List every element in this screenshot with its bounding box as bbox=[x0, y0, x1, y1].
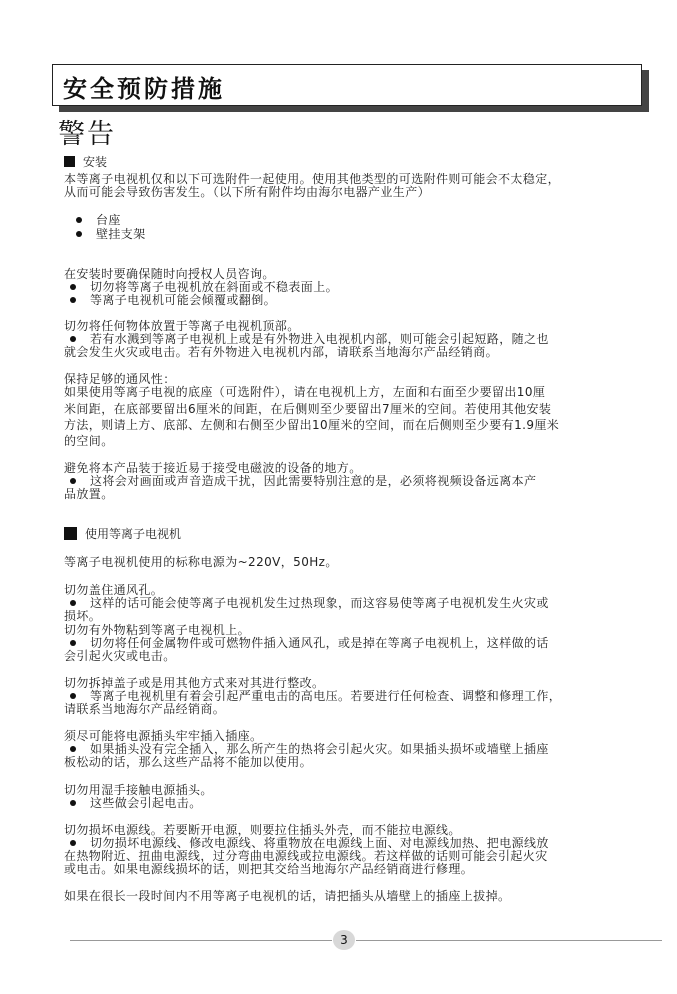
section-install-label: 安装 bbox=[83, 155, 108, 169]
install-paragraph-line: 的空间。 bbox=[64, 434, 114, 448]
install-paragraph-line: 从而可能会导致伤害发生。（以下所有附件均由海尔电器产业生产） bbox=[64, 185, 431, 199]
bullet-icon bbox=[70, 284, 76, 290]
section-use-label: 使用等离子电视机 bbox=[85, 527, 182, 541]
install-paragraph-line: 切勿将任何物体放置于等离子电视机顶部。 bbox=[64, 319, 300, 333]
install-paragraph-line: 如果使用等离子电视的底座（可选附件），请在电视机上方，左面和右面至少要留出10厘 bbox=[64, 385, 546, 399]
bullet-item: 切勿将等离子电视机放在斜面或不稳表面上。 bbox=[70, 281, 338, 294]
bullet-item: 切勿损坏电源线、修改电源线、将重物放在电源线上面、对电源线加热、把电源线放 bbox=[70, 837, 549, 850]
use-paragraph-line: 须尽可能将电源插头牢牢插入插座。 bbox=[64, 729, 263, 743]
bullet-icon bbox=[76, 217, 82, 223]
install-paragraph-line: 米间距，在底部要留出6厘米的间距，在后侧则至少要留出7厘米的空间。若使用其他安装 bbox=[64, 402, 552, 416]
footer-divider-right bbox=[356, 940, 662, 941]
use-paragraph-line: 如果在很长一段时间内不用等离子电视机的话，请把插头从墙壁上的插座上拔掉。 bbox=[64, 889, 511, 903]
bullet-item: 这样的话可能会使等离子电视机发生过热现象，而这容易使等离子电视机发生火灾或 bbox=[70, 597, 549, 610]
square-bullet-icon bbox=[64, 156, 75, 167]
bullet-icon bbox=[70, 297, 76, 303]
install-paragraph-line: 避免将本产品装于接近易于接受电磁波的设备的地方。 bbox=[64, 461, 362, 475]
bullet-item: 这将会对画面或声音造成干扰，因此需要特别注意的是，必须将视频设备远离本产 bbox=[70, 475, 536, 488]
install-paragraph-line: 品放置。 bbox=[64, 487, 114, 501]
bullet-item: 若有水溅到等离子电视机上或是有外物进入电视机内部，则可能会引起短路，随之也 bbox=[70, 333, 549, 346]
bullet-icon bbox=[70, 600, 76, 606]
bullet-icon bbox=[70, 693, 76, 699]
section-use-heading bbox=[64, 525, 181, 542]
use-paragraph-line: 等离子电视机使用的标称电源为~220V，50Hz。 bbox=[64, 555, 338, 569]
bullet-icon bbox=[70, 336, 76, 342]
bullet-icon bbox=[76, 231, 82, 237]
use-paragraph-line: 切勿盖住通风孔。 bbox=[64, 583, 164, 597]
bullet-item: 切勿将任何金属物件或可燃物件插入通风孔，或是掉在等离子电视机上，这样做的话 bbox=[70, 637, 549, 650]
use-paragraph-line: 请联系当地海尔产品经销商。 bbox=[64, 702, 226, 716]
use-paragraph-line: 会引起火灾或电击。 bbox=[64, 649, 176, 663]
page-title: 安全预防措施 bbox=[63, 75, 225, 103]
bullet-icon bbox=[70, 800, 76, 806]
footer-divider-left bbox=[70, 940, 332, 941]
use-paragraph-line: 损坏。 bbox=[64, 609, 102, 623]
use-paragraph-line: 在热物附近、扭曲电源线，过分弯曲电源线或拉电源线。若这样做的话则可能会引起火灾 bbox=[64, 849, 548, 863]
bullet-item: 如果插头没有完全插入，那么所产生的热将会引起火灾。如果插头损坏或墙壁上插座 bbox=[70, 743, 549, 756]
use-paragraph-line: 切勿有外物粘到等离子电视机上。 bbox=[64, 623, 251, 637]
square-bullet-icon bbox=[64, 527, 77, 540]
bullet-item: 等离子电视机里有着会引起严重电击的高电压。若要进行任何检查、调整和修理工作， bbox=[70, 690, 561, 703]
install-paragraph-line: 就会发生火灾或电击。若有外物进入电视机内部，请联系当地海尔产品经销商。 bbox=[64, 345, 499, 359]
bullet-item: 这些做会引起电击。 bbox=[70, 797, 202, 810]
use-paragraph-line: 切勿用湿手接触电源插头。 bbox=[64, 783, 213, 797]
bullet-icon bbox=[70, 746, 76, 752]
accessory-item: 台座 bbox=[76, 214, 121, 227]
use-paragraph-line: 或电击。如果电源线损坏的话，则把其交给当地海尔产品经销商进行修理。 bbox=[64, 862, 474, 876]
bullet-icon bbox=[70, 840, 76, 846]
install-paragraph-line: 方法，则请上方、底部、左侧和右侧至少留出10厘米的空间，而在后侧则至少要有1.9厘米 bbox=[64, 418, 560, 432]
page-number: 3 bbox=[333, 930, 355, 950]
warning-heading: 警告 bbox=[58, 119, 116, 150]
accessory-item: 壁挂支架 bbox=[76, 228, 146, 241]
use-paragraph-line: 板松动的话，那么这些产品将不能加以使用。 bbox=[64, 755, 313, 769]
use-paragraph-line: 切勿拆掉盖子或是用其他方式来对其进行整改。 bbox=[64, 676, 325, 690]
bullet-icon bbox=[70, 640, 76, 646]
title-box bbox=[52, 64, 642, 106]
install-paragraph-line: 保持足够的通风性： bbox=[64, 372, 176, 386]
install-paragraph-line: 本等离子电视机仅和以下可选附件一起使用。使用其他类型的可选附件则可能会不太稳定， bbox=[64, 172, 561, 186]
use-paragraph-line: 切勿损坏电源线。若要断开电源，则要拉住插头外壳，而不能拉电源线。 bbox=[64, 823, 461, 837]
install-paragraph-line: 在安装时要确保随时向授权人员咨询。 bbox=[64, 267, 275, 281]
bullet-item: 等离子电视机可能会倾覆或翻倒。 bbox=[70, 294, 276, 307]
section-install-heading bbox=[64, 153, 107, 170]
bullet-icon bbox=[70, 478, 76, 484]
